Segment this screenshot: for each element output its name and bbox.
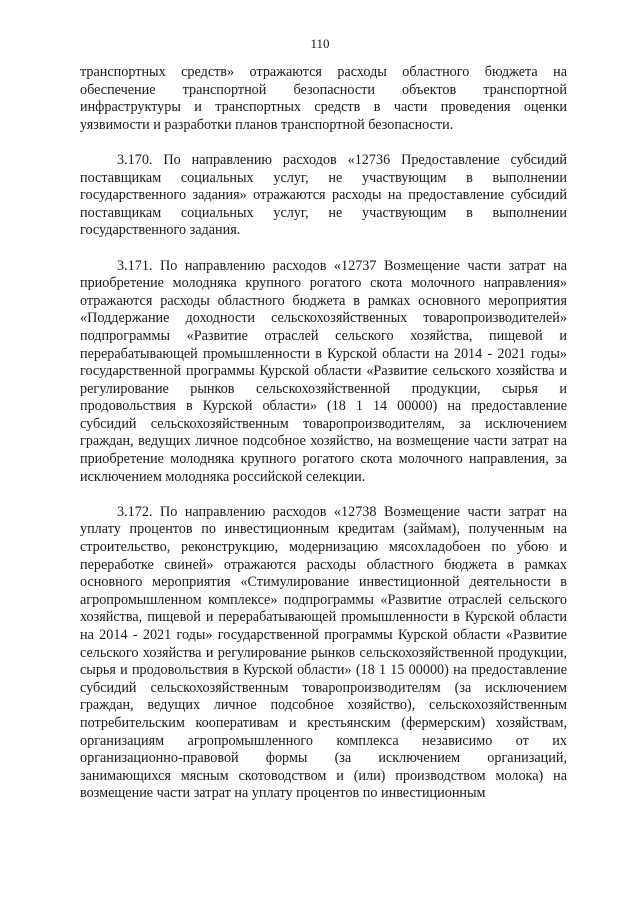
page-number: 110 (310, 36, 330, 51)
document-body (80, 64, 567, 821)
paragraph-continuation: транспортных средств» отражаются расходы областного бюджета на обеспечение транспортной безопасности объектов транспортной инфраструктуры и транспортных средств в части проведения оценки уязвимости и разработки планов транспортной безопасности. (80, 64, 567, 133)
paragraph-3-172: 3.172. По направлению расходов «12738 Возмещение части затрат на уплату процентов по инвестиционным кредитам (займам), полученным на строительство, реконструкцию, модернизацию мясохладобоен по убою и переработке свиней» отражаются расходы областного бюджета в рамках основного мероприятия «Стимулирование инвестиционной деятельности в агропромышленном комплексе» подпрограммы «Развитие отраслей сельского хозяйства, пищевой и перерабатывающей промышленности в Курской области на 2014 - 2021 годы» государственной программы Курской области «Развитие сельского хозяйства и регулирование рынков сельскохозяйственной продукции, сырья и продовольствия в Курской области» (18 1 15 00000) на предоставление субсидий сельскохозяйственным товаропроизводителям (за исключением граждан, ведущих личное подсобное хозяйство), сельскохозяйственным потребительским кооперативам и крестьянским (фермерским) хозяйствам, организациям агропромышленного комплекса независимо от их организационно-правовой формы (за исключением организаций, занимающихся мясным скотоводством и (или) производством молока) на возмещение части затрат на уплату процентов по инвестиционным (80, 503, 567, 802)
paragraph-3-170: 3.170. По направлению расходов «12736 Предоставление субсидий поставщикам социальных услуг, не участвующим в выполнении государственного задания» отражаются расходы на предоставление субсидий поставщикам социальных услуг, не участвующим в выполнении государственного задания. (80, 151, 567, 239)
paragraph-3-171: 3.171. По направлению расходов «12737 Возмещение части затрат на приобретение молодняка крупного рогатого скота молочного направления» отражаются расходы областного бюджета в рамках основного мероприятия «Поддержание доходности сельскохозяйственных товаропроизводителей» подпрограммы «Развитие отраслей сельского хозяйства, пищевой и перерабатывающей промышленности в Курской области на 2014 - 2021 годы» государственной программы Курской области «Развитие сельского хозяйства и регулирование рынков сельскохозяйственной продукции, сырья и продовольствия в Курской области» (18 1 14 00000) на предоставление субсидий сельскохозяйственным товаропроизводителям, за исключением граждан, ведущих личное подсобное хозяйство, на возмещение части затрат на приобретение молодняка крупного рогатого скота молочного направления, за исключением молодняка российской селекции. (80, 257, 567, 485)
